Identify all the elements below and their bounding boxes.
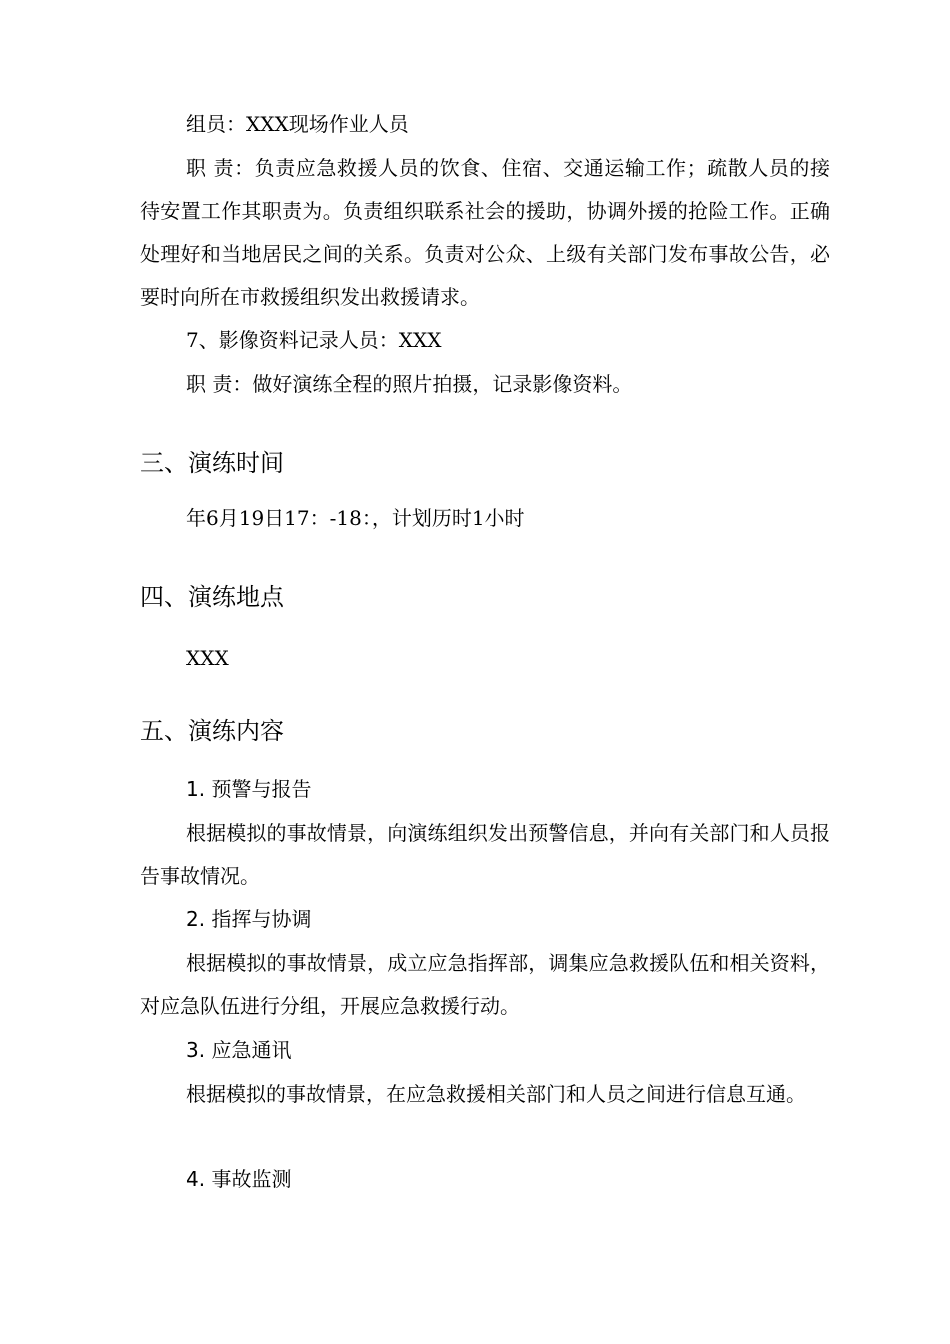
section-place-text: XXX <box>186 646 229 670</box>
recorder-duty: 职 责：做好演练全程的照片拍摄，记录影像资料。 <box>186 372 633 396</box>
section-content-heading: 五、演练内容 <box>140 717 284 745</box>
team-member-duty: 职 责：负责应急救援人员的饮食、住宿、交通运输工作；疏散人员的接待安置工作其职责为。负责组织联系社会的援助，协调外援的抢险工作。正确处理好和当地居民之间的关系。负责对公众、上级有关部门发布事故公告，必要时向所在市救援组织发出救援请求。 <box>140 156 830 309</box>
section-place-heading: 四、演练地点 <box>140 583 284 611</box>
content-item-title-2: 2. 指挥与协调 <box>186 907 312 931</box>
content-item-text-3: 根据模拟的事故情景，在应急救援相关部门和人员之间进行信息互通。 <box>186 1082 806 1106</box>
section-time-heading: 三、演练时间 <box>140 449 284 477</box>
team-member-line: 组员：XXX现场作业人员 <box>186 112 409 136</box>
content-item-text-1: 根据模拟的事故情景，向演练组织发出预警信息，并向有关部门和人员报告事故情况。 <box>140 821 830 888</box>
content-item-title-3: 3. 应急通讯 <box>186 1038 292 1062</box>
recorder-line: 7、影像资料记录人员：XXX <box>186 328 442 352</box>
content-item-text-2: 根据模拟的事故情景，成立应急指挥部，调集应急救援队伍和相关资料，对应急队伍进行分组，开展应急救援行动。 <box>140 951 830 1018</box>
content-item-title-4: 4. 事故监测 <box>186 1167 292 1191</box>
content-item-title-1: 1. 预警与报告 <box>186 777 312 801</box>
section-time-text: 年6月19日17：-18：，计划历时1小时 <box>186 506 525 530</box>
